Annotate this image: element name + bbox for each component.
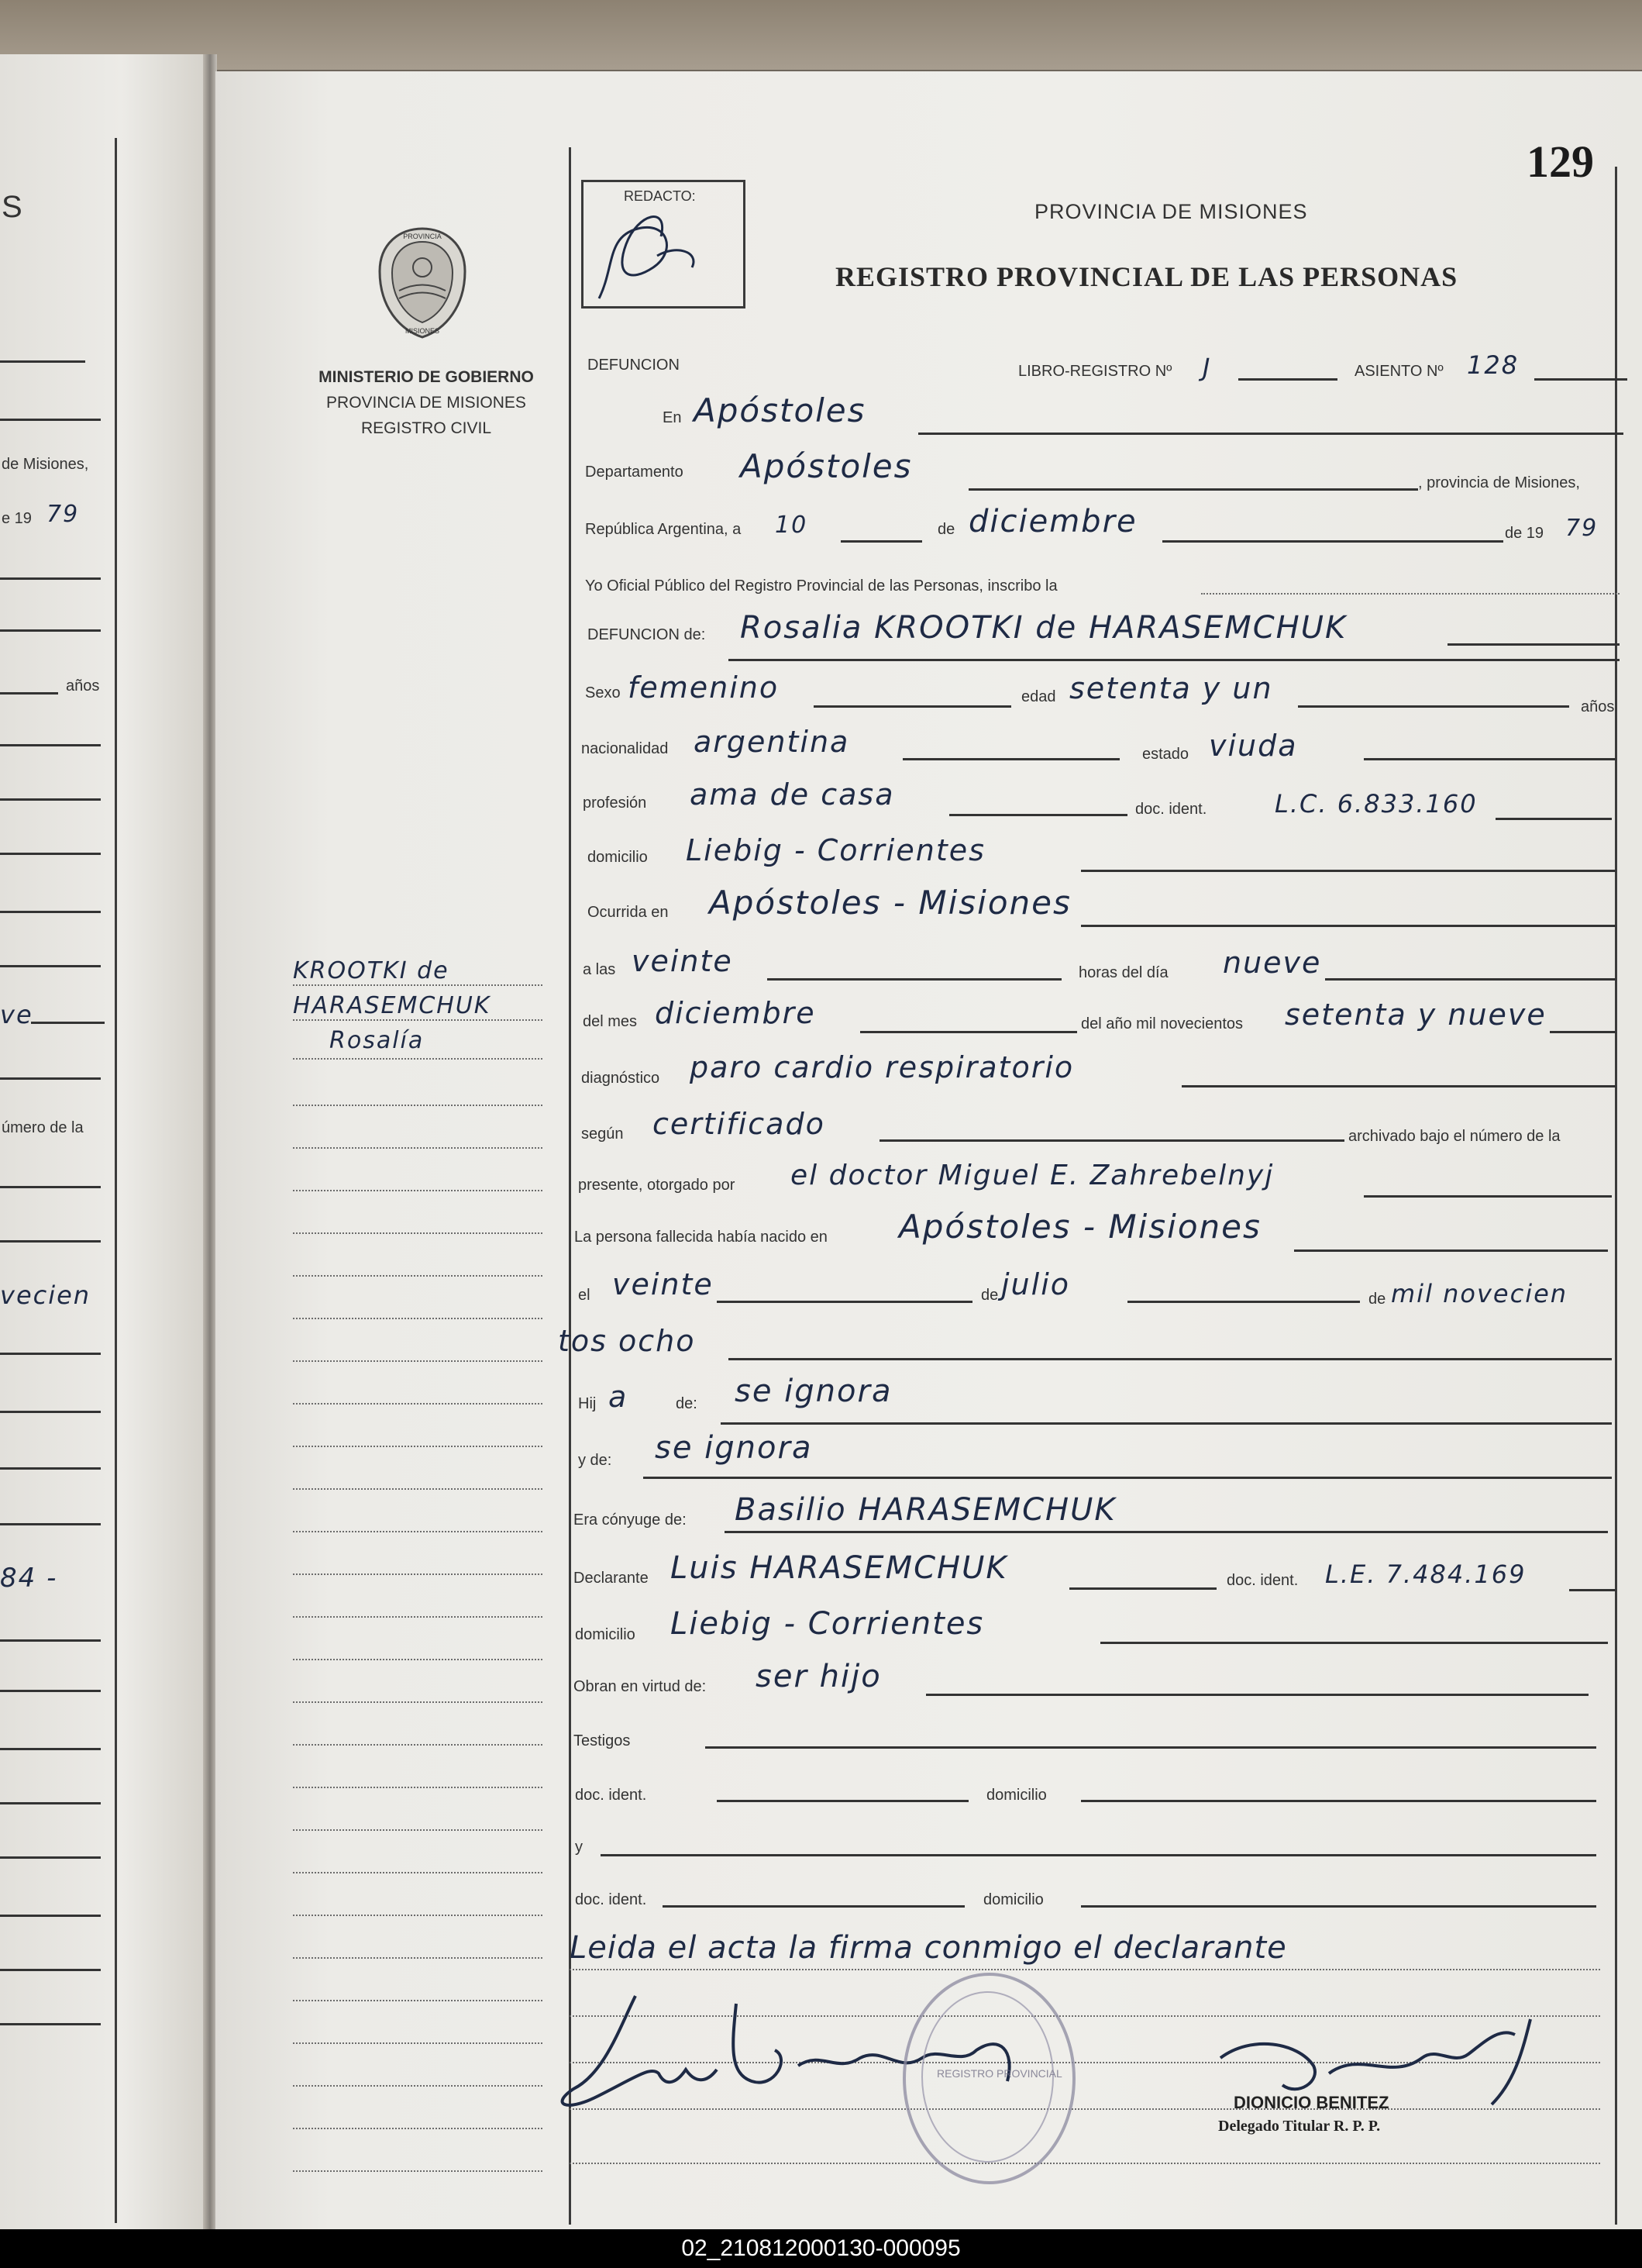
delegate-title: Delegado Titular R. P. P. [1218, 2118, 1381, 2135]
segun-value: certificado [652, 1107, 825, 1141]
left-line [0, 1353, 101, 1355]
left-fragment: 84 - [0, 1563, 58, 1594]
left-fragment: úmero de la [2, 1119, 84, 1136]
margin-line [293, 1147, 542, 1149]
defuncion-label: DEFUNCION de: [587, 626, 706, 643]
form-line [1127, 1301, 1360, 1303]
form-line [1325, 978, 1616, 981]
ministry-line3: REGISTRO CIVIL [360, 419, 492, 437]
form-line [1081, 925, 1616, 927]
left-line [0, 1802, 101, 1804]
form-line [663, 1905, 965, 1908]
form-line [643, 1477, 1612, 1479]
seal-bottom-text: MISIONES [404, 327, 440, 335]
left-line [0, 1077, 101, 1080]
official-seal-text: REGISTRO PROVINCIAL [937, 2067, 1062, 2080]
delegate-name: DIONICIO BENITEZ [1234, 2093, 1389, 2112]
act-type-label: DEFUNCION [587, 357, 680, 374]
form-line [717, 1800, 969, 1802]
form-line [728, 1358, 1612, 1360]
margin-note-line2: HARASEMCHUK [293, 992, 491, 1019]
hij-de-label: de: [676, 1395, 697, 1412]
form-line [601, 1854, 1596, 1856]
y-de-label: y de: [578, 1452, 612, 1469]
form-line [1294, 1249, 1608, 1252]
father-value: se ignora [735, 1374, 893, 1409]
left-fragment: vecien [0, 1280, 91, 1310]
form-line [721, 1422, 1612, 1425]
form-line [1081, 870, 1616, 872]
departamento-value: Apóstoles [740, 447, 913, 485]
left-line [0, 1186, 101, 1188]
testigo-dom-label: domicilio [986, 1787, 1047, 1804]
form-line [728, 659, 1620, 661]
profesion-value: ama de casa [690, 777, 895, 812]
declarante-dom-label: domicilio [575, 1626, 635, 1643]
margin-line [293, 1701, 542, 1703]
margin-line [293, 1232, 542, 1234]
left-fragment: e 19 [2, 510, 32, 527]
del-mes-value: diciembre [655, 996, 816, 1030]
left-line [0, 798, 101, 801]
form-line [1162, 540, 1503, 543]
redacto-label: REDACTO: [624, 188, 696, 204]
form-line [918, 433, 1623, 435]
en-label: En [663, 409, 682, 426]
birth-year-continued: tos ocho [558, 1324, 696, 1358]
segun-label: según [581, 1125, 624, 1143]
province-title: PROVINCIA DE MISIONES [1034, 200, 1308, 223]
left-page [0, 54, 203, 2229]
margin-line [293, 2170, 542, 2172]
seal-top-text: PROVINCIA [403, 233, 442, 240]
form-line [1550, 1031, 1616, 1033]
estado-label: estado [1142, 746, 1189, 763]
left-line [0, 1240, 101, 1243]
form-line [1496, 818, 1612, 820]
declarante-value: Luis HARASEMCHUK [670, 1550, 1008, 1586]
domicilio-value: Liebig - Corrientes [686, 833, 986, 867]
margin-line [293, 1446, 542, 1447]
sexo-value: femenino [628, 670, 780, 705]
left-line [0, 692, 58, 695]
year-prefix: de 19 [1505, 525, 1544, 542]
margin-line [293, 1744, 542, 1746]
margin-line [293, 1872, 542, 1873]
year-value: 79 [1565, 515, 1599, 542]
left-line [0, 1915, 101, 1917]
form-left-rule [569, 147, 571, 2225]
margin-note-line1: KROOTKI de [293, 957, 449, 984]
margin-line [293, 2042, 542, 2044]
del-ano-value: setenta y nueve [1285, 998, 1547, 1032]
profesion-label: profesión [583, 794, 647, 812]
republica-label: República Argentina, a [585, 521, 742, 538]
margin-line [293, 2085, 542, 2087]
left-line [0, 577, 101, 580]
margin-line [293, 1829, 542, 1831]
nacido-label: La persona fallecida había nacido en [574, 1229, 828, 1246]
day-value: 10 [775, 512, 808, 539]
deceased-name: Rosalia KROOTKI de HARASEMCHUK [740, 610, 1348, 646]
declarante-dom-value: Liebig - Corrientes [670, 1606, 985, 1642]
margin-line [293, 1360, 542, 1362]
birth-year-label: de [1368, 1291, 1386, 1308]
form-right-rule [1615, 167, 1617, 2225]
form-line [1238, 378, 1337, 381]
left-fragment: ve [0, 1000, 33, 1029]
obran-value: ser hijo [756, 1659, 882, 1694]
archivado-label: archivado bajo el número de la [1348, 1128, 1561, 1145]
sexo-label: Sexo [585, 684, 621, 701]
left-line [0, 1523, 101, 1525]
declarante-label: Declarante [573, 1570, 649, 1587]
form-line [1364, 758, 1616, 760]
libro-label: LIBRO-REGISTRO Nº [1018, 363, 1172, 380]
margin-line [293, 1787, 542, 1788]
form-line [841, 540, 922, 543]
yo-oficial-text: Yo Oficial Público del Registro Provincial de las Personas, inscribo la [585, 577, 1058, 595]
registry-title: REGISTRO PROVINCIAL DE LAS PERSONAS [835, 261, 1458, 292]
birth-day-value: veinte [612, 1267, 714, 1301]
provincia-suffix: , provincia de Misiones, [1418, 474, 1580, 491]
margin-line [293, 1275, 542, 1277]
form-line [1448, 643, 1620, 646]
margin-line [293, 1105, 542, 1106]
margin-note-line3: Rosalía [329, 1027, 425, 1054]
obran-label: Obran en virtud de: [573, 1678, 707, 1695]
form-line [1364, 1195, 1612, 1198]
de-label: de [938, 521, 955, 538]
margin-line [293, 2128, 542, 2129]
left-line [0, 853, 101, 855]
margin-line [293, 1573, 542, 1575]
nacido-value: Apóstoles - Misiones [899, 1208, 1262, 1246]
hij-value: a [608, 1380, 628, 1414]
departamento-label: Departamento [585, 464, 683, 481]
page-number: 129 [1527, 136, 1594, 187]
form-line [926, 1694, 1589, 1696]
left-line [0, 419, 101, 421]
margin-line [293, 1616, 542, 1618]
ministry-line1: MINISTERIO DE GOBIERNO [318, 368, 534, 386]
form-line [705, 1746, 1596, 1749]
left-line [0, 1690, 101, 1692]
left-line [0, 744, 101, 746]
left-fragment: S [2, 190, 22, 224]
asiento-value: 128 [1467, 350, 1520, 380]
form-line [880, 1139, 1344, 1142]
left-line [0, 2023, 101, 2025]
a-las-value: veinte [632, 944, 733, 978]
horas-value: nueve [1223, 946, 1322, 980]
form-line [969, 488, 1418, 491]
form-line [903, 758, 1120, 760]
left-fragment: de Misiones, [2, 456, 89, 473]
margin-line [293, 1058, 542, 1060]
conyuge-label: Era cónyuge de: [573, 1511, 687, 1529]
left-line [0, 911, 101, 913]
birth-month-value: julio [1001, 1267, 1071, 1301]
official-seal [903, 1973, 1076, 2184]
form-line [949, 814, 1127, 816]
form-line [1182, 1085, 1616, 1087]
month-value: diciembre [969, 504, 1138, 539]
form-line [767, 978, 1062, 981]
horas-label: horas del día [1079, 964, 1169, 981]
testigo2-doc-label: doc. ident. [575, 1891, 647, 1908]
a-las-label: a las [583, 961, 616, 978]
el-label: el [578, 1287, 590, 1304]
form-line [1081, 1905, 1596, 1908]
en-value: Apóstoles [694, 391, 866, 429]
left-line [0, 965, 101, 967]
left-fragment: 79 [46, 501, 80, 528]
margin-line [293, 1403, 542, 1405]
left-line [0, 1467, 101, 1470]
birth-year-value: mil novecien [1391, 1279, 1568, 1308]
ocurrida-label: Ocurrida en [587, 904, 669, 921]
asiento-label: ASIENTO Nº [1355, 363, 1444, 380]
form-line [860, 1031, 1077, 1033]
presente-label: presente, otorgado por [578, 1177, 735, 1194]
testigo-doc-label: doc. ident. [575, 1787, 647, 1804]
margin-line [293, 1318, 542, 1319]
background-top [0, 0, 1642, 70]
del-mes-label: del mes [583, 1013, 638, 1030]
left-line [31, 1022, 105, 1024]
left-line [0, 1856, 101, 1859]
declarante-doc-label: doc. ident. [1227, 1572, 1299, 1589]
margin-line [293, 1531, 542, 1532]
left-fragment: años [66, 677, 100, 695]
file-name: 02_210812000130-000095 [681, 2235, 961, 2261]
left-line [0, 1969, 101, 1971]
libro-value: J [1203, 353, 1212, 382]
margin-line [293, 1915, 542, 1916]
margin-line [293, 1488, 542, 1490]
doc-ident-value: L.C. 6.833.160 [1275, 789, 1478, 819]
nacionalidad-value: argentina [694, 725, 850, 759]
margin-line [293, 1957, 542, 1959]
redacto-box [581, 180, 745, 308]
left-line [0, 1639, 101, 1642]
del-ano-label: del año mil novecientos [1081, 1015, 1244, 1032]
doc-ident-label: doc. ident. [1135, 801, 1207, 818]
anos-label: años [1581, 698, 1615, 715]
hij-label: Hij [578, 1395, 597, 1412]
initials-signature [583, 182, 743, 306]
testigo2-dom-label: domicilio [983, 1891, 1044, 1908]
margin-line [293, 984, 542, 986]
edad-label: edad [1021, 688, 1056, 705]
edad-value: setenta y un [1069, 671, 1273, 705]
coat-of-arms-icon [372, 225, 473, 341]
form-line [570, 2163, 1600, 2164]
margin-line [293, 1190, 542, 1191]
nacionalidad-label: nacionalidad [581, 740, 669, 757]
ministry-block [302, 364, 550, 441]
left-line [0, 629, 101, 632]
ocurrida-value: Apóstoles - Misiones [709, 884, 1072, 922]
estado-value: viuda [1209, 729, 1298, 763]
form-line [570, 1969, 1600, 1970]
left-line [0, 360, 85, 363]
form-line [717, 1301, 972, 1303]
left-line [0, 1748, 101, 1750]
form-line [1569, 1589, 1616, 1591]
form-line [814, 705, 1011, 708]
form-line [1201, 593, 1620, 595]
form-line [1081, 1800, 1596, 1802]
conyuge-value: Basilio HARASEMCHUK [735, 1492, 1117, 1528]
domicilio-label: domicilio [587, 849, 648, 866]
y-label: y [575, 1839, 583, 1856]
ministry-line2: PROVINCIA DE MISIONES [326, 394, 526, 412]
form-line [1069, 1587, 1217, 1590]
presente-value: el doctor Miguel E. Zahrebelnyj [790, 1160, 1275, 1191]
testigos-label: Testigos [573, 1732, 631, 1749]
birth-de-label: de [981, 1287, 999, 1304]
margin-line [293, 2000, 542, 2001]
declarante-doc-value: L.E. 7.484.169 [1325, 1560, 1527, 1589]
diagnostico-value: paro cardio respiratorio [690, 1050, 1075, 1084]
leida-text: Leida el acta la firma conmigo el declarante [570, 1930, 1287, 1966]
left-line [0, 1411, 101, 1413]
form-line [1534, 378, 1627, 381]
form-line [1100, 1642, 1608, 1644]
margin-line [293, 1019, 542, 1021]
form-line [1298, 705, 1569, 708]
left-page-rule [115, 138, 117, 2223]
mother-value: se ignora [655, 1430, 813, 1466]
margin-line [293, 1659, 542, 1660]
diagnostico-label: diagnóstico [581, 1070, 660, 1087]
form-line [725, 1531, 1608, 1533]
